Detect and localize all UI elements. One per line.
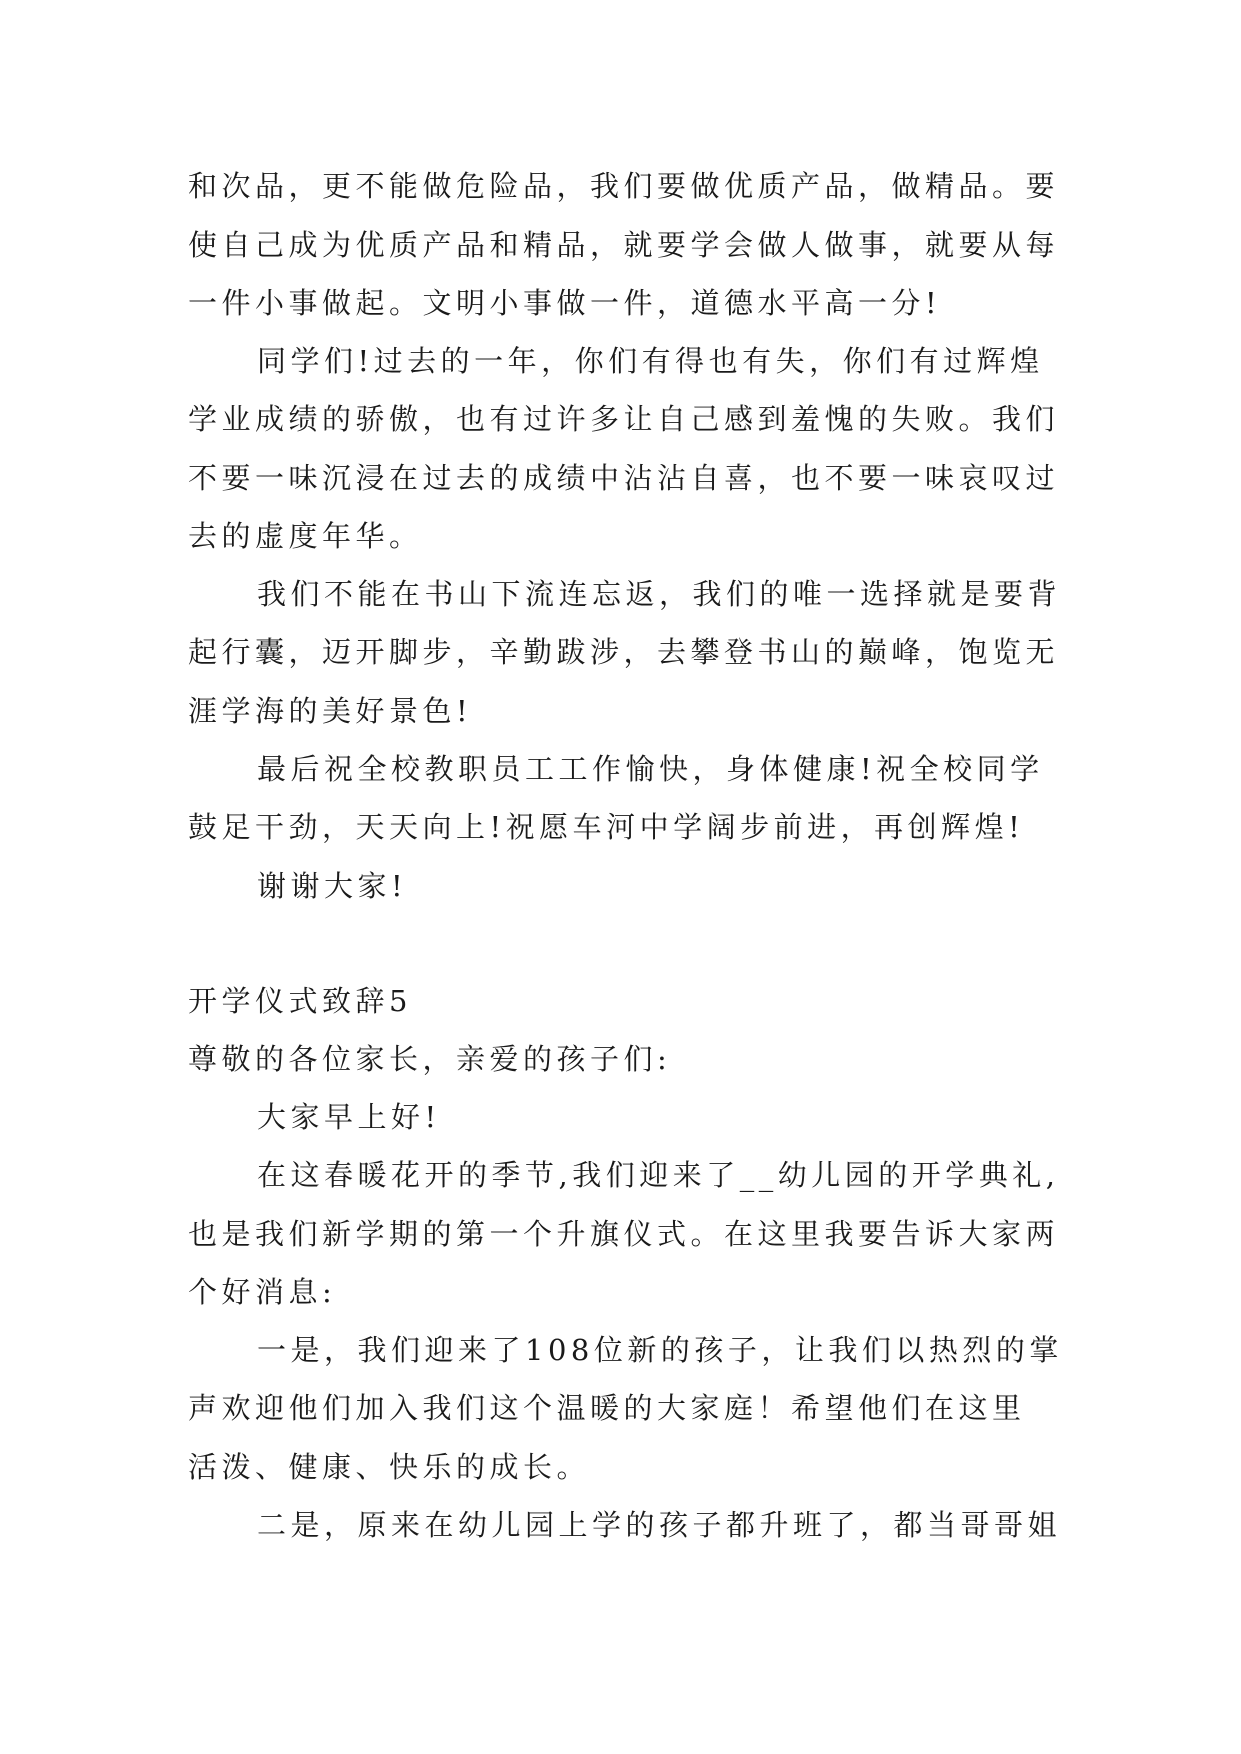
paragraph-line: 使自己成为优质产品和精品，就要学会做人做事，就要从每: [188, 228, 1060, 262]
paragraph-line: 也是我们新学期的第一个升旗仪式。在这里我要告诉大家两: [188, 1217, 1060, 1251]
salutation: 尊敬的各位家长，亲爱的孩子们:: [188, 1042, 672, 1076]
paragraph-line: 二是，原来在幼儿园上学的孩子都升班了，都当哥哥姐: [257, 1508, 1062, 1542]
paragraph-line: 声欢迎他们加入我们这个温暖的大家庭！希望他们在这里: [188, 1391, 1026, 1425]
paragraph-line: 个好消息:: [188, 1275, 337, 1309]
paragraph-line: 鼓足干劲，天天向上!祝愿车河中学阔步前进，再创辉煌!: [188, 810, 1025, 844]
paragraph-line: 同学们!过去的一年，你们有得也有失，你们有过辉煌: [257, 344, 1044, 378]
paragraph-line: 涯学海的美好景色!: [188, 694, 473, 728]
paragraph-line: 学业成绩的骄傲，也有过许多让自己感到羞愧的失败。我们: [188, 402, 1060, 436]
paragraph-line: 起行囊，迈开脚步，辛勤跋涉，去攀登书山的巅峰，饱览无: [188, 635, 1060, 669]
paragraph-line: 不要一味沉浸在过去的成绩中沾沾自喜，也不要一味哀叹过: [188, 461, 1060, 495]
paragraph-line: 去的虚度年华。: [188, 519, 423, 553]
paragraph-line: 活泼、健康、快乐的成长。: [188, 1450, 591, 1484]
paragraph-line: 在这春暖花开的季节,我们迎来了__幼儿园的开学典礼,: [257, 1158, 1060, 1192]
paragraph-line: 和次品，更不能做危险品，我们要做优质产品，做精品。要: [188, 169, 1060, 203]
section-title: 开学仪式致辞5: [188, 984, 412, 1018]
paragraph-line: 最后祝全校教职员工工作愉快，身体健康!祝全校同学: [257, 752, 1044, 786]
paragraph-line: 大家早上好!: [257, 1100, 441, 1134]
paragraph-line: 谢谢大家!: [257, 869, 408, 903]
paragraph-line: 一件小事做起。文明小事做一件，道德水平高一分!: [188, 286, 942, 320]
paragraph-line: 我们不能在书山下流连忘返，我们的唯一选择就是要背: [257, 577, 1062, 611]
paragraph-line: 一是，我们迎来了108位新的孩子，让我们以热烈的掌: [257, 1333, 1063, 1367]
